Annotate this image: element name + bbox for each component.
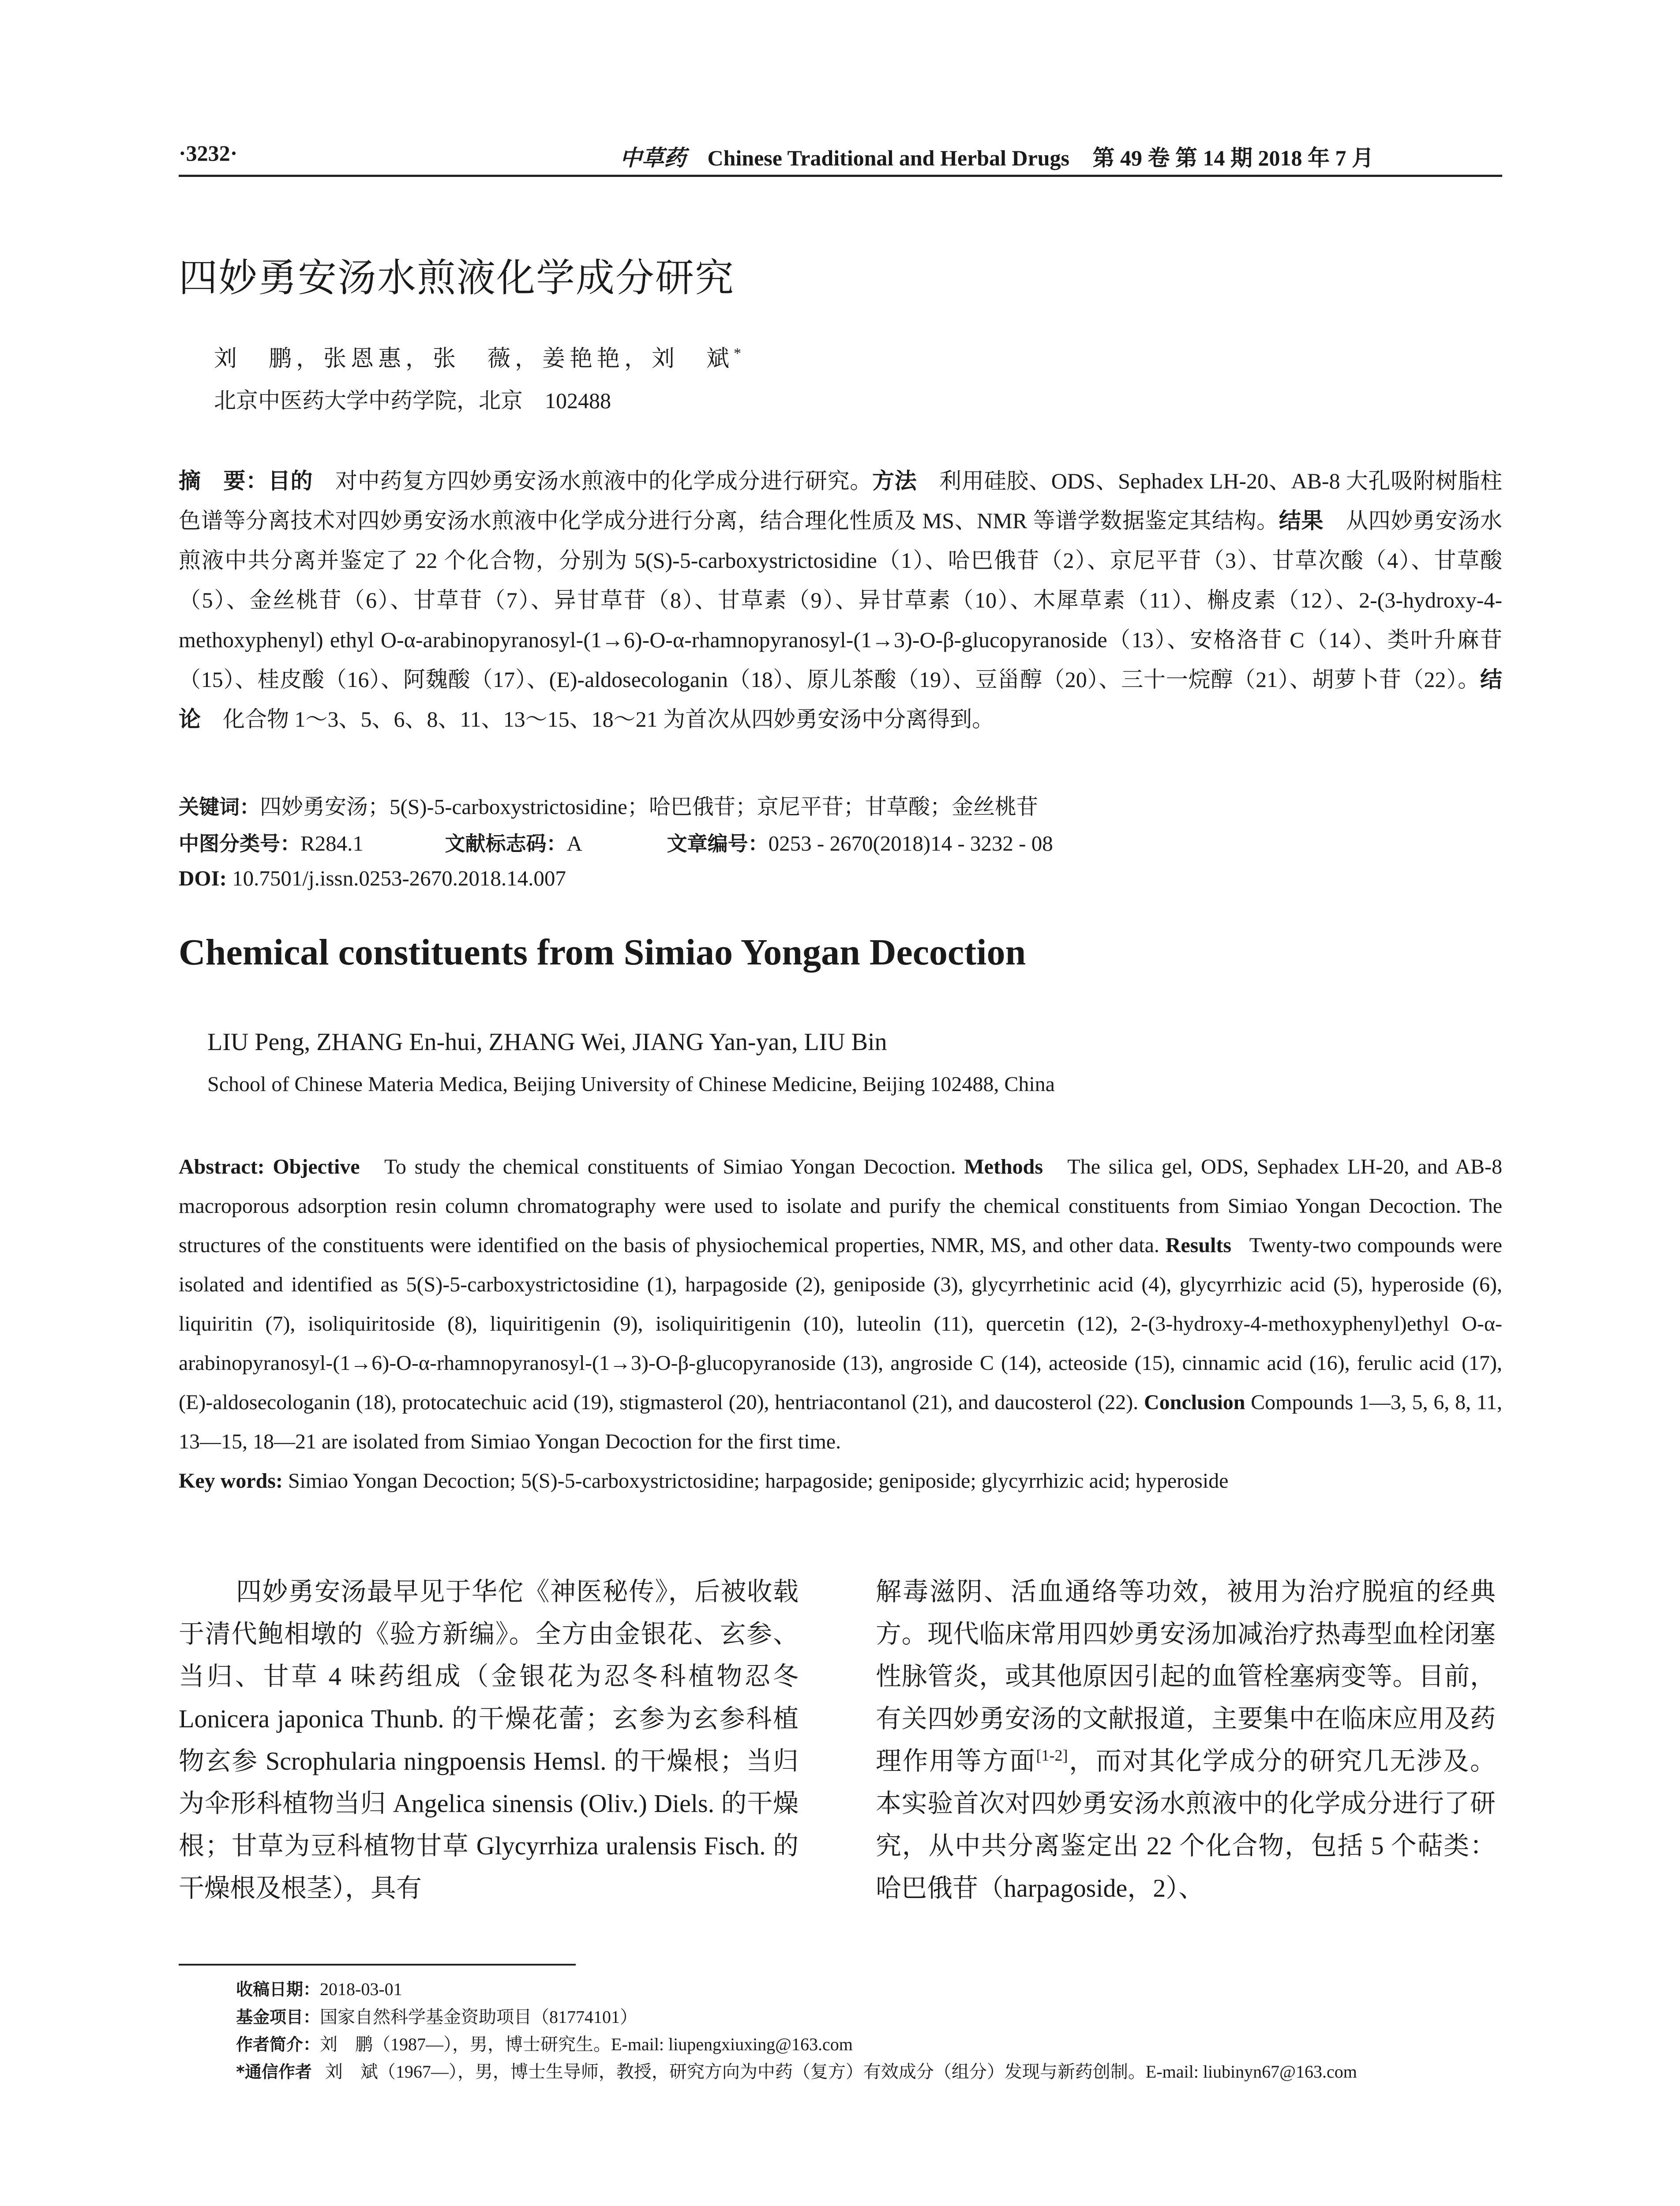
affiliation-cn: 北京中医药大学中药学院，北京 102488 bbox=[214, 388, 611, 413]
doc-code-value: A bbox=[566, 831, 581, 855]
doi-value[interactable]: 10.7501/j.issn.0253-2670.2018.14.007 bbox=[232, 866, 566, 890]
abstract-en-label: Abstract: bbox=[179, 1155, 265, 1178]
body-right-part2: ，而对其化学成分的研究几无涉及。本实验首次对四妙勇安汤水煎液中的化学成分进行了研究，从中共分离鉴定出 22 个化合物，包括 5 个萜类：哈巴俄苷（harpagoside，2）、 bbox=[876, 1747, 1496, 1902]
body-column-right bbox=[876, 1571, 1496, 1910]
clc-value: R284.1 bbox=[300, 831, 364, 855]
keywords-en-text: Simiao Yongan Decoction; 5(S)-5-carboxystrictosidine; harpagoside; geniposide; glycyrrhizic acid; hyperoside bbox=[288, 1469, 1229, 1493]
body-right-part1: 解毒滋阴、活血通络等功效，被用为治疗脱疽的经典方。现代临床常用四妙勇安汤加减治疗热毒型血栓闭塞性脉管炎，或其他原因引起的血管栓塞病变等。目前，有关四妙勇安汤的文献报道，主要集中在临床应用及药理作用等方面 bbox=[876, 1577, 1496, 1775]
journal-info bbox=[620, 140, 1374, 172]
title-en: Chemical constituents from Simiao Yongan Decoction bbox=[179, 932, 1026, 973]
corr-label: *通信作者 bbox=[236, 2062, 312, 2082]
doi-label: DOI: bbox=[179, 866, 227, 890]
authors-en: LIU Peng, ZHANG En-hui, ZHANG Wei, JIANG Yan-yan, LIU Bin bbox=[207, 1028, 887, 1056]
results-en: Twenty-two compounds were isolated and identified as 5(S)-5-carboxystrictosidine (1), harpagoside (2), geniposide (3), glycyrrhetinic acid (4), glycyrrhizic acid (5), hyperoside (6), liquiritin (7), isoliquiritoside (8), liquiritigenin (9), isoliquiritigenin (10), luteolin (11), quercetin (12), 2-(3-hydroxy-4-methoxyphenyl)ethyl O-α-arabinopyranosyl-(1→6)-O-α-rhamnopyranosyl-(1→3)-O-β-glucopyranoside (13), angroside C (14), acteoside (15), cinnamic acid (16), ferulic acid (17), (E)-aldosecologanin (18), protocatechuic acid (19), stigmasterol (20), hentriacontanol (21), and daucosterol (22). bbox=[179, 1234, 1502, 1414]
journal-name-cn: 中草药 bbox=[620, 146, 686, 170]
article-no-label: 文章编号： bbox=[667, 832, 769, 855]
corresponding-mark: * bbox=[734, 345, 742, 362]
results-cn-label: 结果 bbox=[1279, 508, 1324, 533]
methods-en-label: Methods bbox=[964, 1155, 1043, 1178]
keywords-en-label: Key words: bbox=[179, 1469, 283, 1493]
objective-en-label: Objective bbox=[273, 1155, 360, 1178]
methods-cn: 利用硅胶、ODS、Sephadex LH-20、AB-8 大孔吸附树脂柱色谱等分离技术对四妙勇安汤水煎液中化学成分进行分离，结合理化性质及 MS、NMR 等谱学数据鉴定其结构。 bbox=[179, 469, 1503, 533]
body-column-left: 四妙勇安汤最早见于华佗《神医秘传》，后被收载于清代鲍相墩的《验方新编》。全方由金银花、玄参、当归、甘草 4 味药组成（金银花为忍冬科植物忍冬 Lonicera japonica Thunb. 的干燥花蕾；玄参为玄参科植物玄参 Scrophularia ningpoensis Hemsl. 的干燥根；当归为伞形科植物当归 Angelica sinensis (Oliv.) Diels. 的干燥根；甘草为豆科植物甘草 Glycyrrhiza uralensis Fisch. 的干燥根及根茎），具有 bbox=[179, 1577, 799, 1902]
corr-text: 刘 斌（1967—），男，博士生导师，教授，研究方向为中药（复方）有效成分（组分）发现与新药创制。E-mail: liubinyn67@163.com bbox=[325, 2062, 1357, 2082]
article-no-value: 0253 - 2670(2018)14 - 3232 - 08 bbox=[768, 831, 1053, 855]
footnote-received bbox=[236, 1976, 402, 2000]
conclusion-en-label: Conclusion bbox=[1144, 1391, 1245, 1414]
conclusion-en: Compounds 1—3, 5, 6, 8, 11, 13—15, 18—21 are isolated from Simiao Yongan Decoction for the first time. bbox=[179, 1391, 1503, 1453]
abstract-cn-label: 摘 要： bbox=[179, 468, 268, 494]
journal-issue: 第 49 卷 第 14 期 2018 年 7 月 bbox=[1092, 146, 1374, 170]
methods-en: The silica gel, ODS, Sephadex LH-20, and AB-8 macroporous adsorption resin column chromatography were used to isolate and purify the chemical constituents from Simiao Yongan Decoction. The structures of the constituents were identified on the basis of physiochemical properties, NMR, MS, and other data. bbox=[179, 1155, 1503, 1257]
keywords-cn bbox=[179, 790, 1038, 821]
clc-label: 中图分类号： bbox=[179, 832, 300, 855]
doi-row bbox=[179, 866, 566, 891]
received-date: 2018-03-01 bbox=[320, 1979, 402, 1999]
footnote-fund bbox=[236, 2003, 638, 2028]
running-header bbox=[179, 140, 1501, 176]
header-rule bbox=[179, 175, 1502, 177]
title-cn: 四妙勇安汤水煎液化学成分研究 bbox=[179, 255, 735, 300]
bio-label: 作者简介： bbox=[236, 2035, 320, 2054]
affiliation-en: School of Chinese Materia Medica, Beijing University of Chinese Medicine, Beijing 102488, China bbox=[207, 1073, 1055, 1096]
abstract-en bbox=[179, 1147, 1502, 1501]
conclusion-cn-label: 结论 bbox=[179, 667, 1502, 732]
conclusion-cn: 化合物 1～3、5、6、8、11、13～15、18～21 为首次从四妙勇安汤中分离得到。 bbox=[223, 707, 994, 732]
classification-row bbox=[179, 828, 1053, 857]
objective-en: To study the chemical constituents of Simiao Yongan Decoction. bbox=[384, 1155, 956, 1178]
abstract-cn bbox=[179, 461, 1502, 739]
footnote-rule bbox=[179, 1964, 576, 1966]
footnote-author-bio bbox=[236, 2030, 853, 2056]
authors-cn-names: 刘 鹏，张恩惠，张 薇，姜艳艳，刘 斌 bbox=[214, 346, 734, 371]
results-cn: 从四妙勇安汤水煎液中共分离并鉴定了 22 个化合物，分别为 5(S)-5-carboxystrictosidine（1）、哈巴俄苷（2）、京尼平苷（3）、甘草次酸（4）、甘草酸（5）、金丝桃苷（6）、甘草苷（7）、异甘草苷（8）、甘草素（9）、异甘草素（10）、木犀草素（11）、槲皮素（12）、2-(3-hydroxy-4-methoxyphenyl) ethyl O-α-arabinopyranosyl-(1→6)-O-α-rhamnopyranosyl-(1→3)-O-β-glucopyranoside（13）、安格洛苷 C（14）、类叶升麻苷（15）、桂皮酸（16）、阿魏酸（17）、(E)-aldosecologanin（18）、原儿茶酸（19）、豆甾醇（20）、三十一烷醇（21）、胡萝卜苷（22）。 bbox=[179, 508, 1503, 692]
keywords-cn-text: 四妙勇安汤；5(S)-5-carboxystrictosidine；哈巴俄苷；京尼平苷；甘草酸；金丝桃苷 bbox=[260, 795, 1038, 819]
authors-cn bbox=[214, 340, 741, 373]
page-number: ·3232· bbox=[179, 141, 238, 165]
doc-code-label: 文献标志码： bbox=[445, 832, 567, 855]
objective-cn: 对中药复方四妙勇安汤水煎液中的化学成分进行研究。 bbox=[335, 469, 873, 493]
fund-text: 国家自然科学基金资助项目（81774101） bbox=[320, 2007, 638, 2027]
footnote-corresponding bbox=[236, 2058, 1357, 2083]
objective-cn-label: 目的 bbox=[268, 468, 313, 494]
journal-name-en: Chinese Traditional and Herbal Drugs bbox=[707, 146, 1069, 170]
fund-label: 基金项目： bbox=[236, 2007, 320, 2027]
received-label: 收稿日期： bbox=[236, 1980, 320, 1999]
keywords-cn-label: 关键词： bbox=[179, 795, 260, 819]
results-en-label: Results bbox=[1165, 1234, 1232, 1257]
bio-text: 刘 鹏（1987—），男，博士研究生。E-mail: liupengxiuxing@163.com bbox=[320, 2034, 853, 2054]
citation-ref[interactable]: [1-2] bbox=[1036, 1746, 1068, 1764]
methods-cn-label: 方法 bbox=[872, 468, 917, 494]
